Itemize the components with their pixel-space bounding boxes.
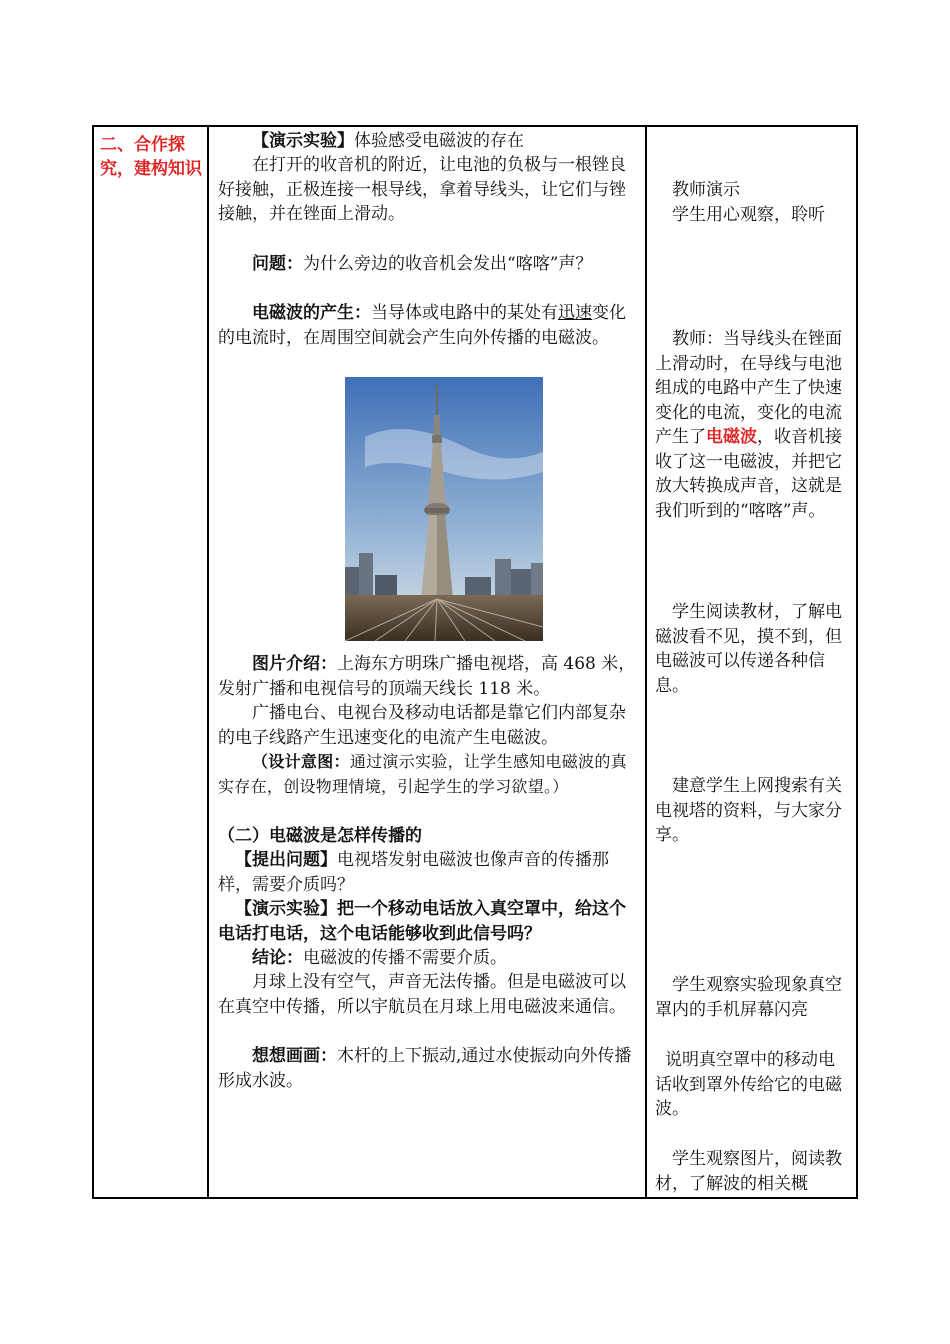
tv-tower-photo [345,377,543,641]
design-intent: （设计意图：通过演示实验，让学生感知电磁波的真实存在，创设物理情境，引起学生的学习欲望。） [218,752,627,796]
imagine-draw: 想想画画：木杆的上下振动,通过水使振动向外传播形成水波。 [218,1046,632,1091]
teacher-demo: 教师演示 [672,180,740,200]
moon-text: 月球上没有空气，声音无法传播。但是电磁波可以在真空中传播，所以宇航员在月球上用电磁波来通信。 [218,972,626,1017]
section-column [94,127,209,1197]
raise-question: 【提出问题】电视塔发射电磁波也像声音的传播那样，需要介质吗？ [218,850,609,895]
demo-label: 【演示实验】 [252,131,354,151]
suggest-search: 建意学生上网搜索有关电视塔的资料，与大家分享。 [655,776,842,845]
picture-intro: 图片介绍：上海东方明珠广播电视塔，高 468 米，发射广播和电视信号的顶端天线长 118 米。 [218,654,636,699]
student-read: 学生阅读教材，了解电磁波看不见，摸不到，但电磁波可以传递各种信息。 [655,602,842,696]
explain-phone: 说明真空罩中的移动电话收到罩外传给它的电磁波。 [655,1050,842,1119]
subsection-title: （二）电磁波是怎样传播的 [218,826,422,846]
conclusion: 结论：电磁波的传播不需要介质。 [252,948,507,968]
demo-experiment-2: 【演示实验】把一个移动电话放入真空罩中，给这个电话打电话，这个电话能够收到此信号吗？ [218,899,626,944]
demo-description: 在打开的收音机的附近，让电池的负极与一根锉良好接触，正极连接一根导线，拿着导线头，让它们与锉接触，并在锉面上滑动。 [218,155,626,224]
student-observe-experiment: 学生观察实验现象真空罩内的手机屏幕闪亮 [655,975,842,1020]
demo-title: 体验感受电磁波的存在 [354,131,524,151]
broadcast-text: 广播电台、电视台及移动电话都是靠它们内部复杂的电子线路产生迅速变化的电流产生电磁波。 [218,703,626,748]
em-wave-generation: 电磁波的产生：当导体或电路中的某处有迅速变化的电流时，在周围空间就会产生向外传播的电磁波。 [218,303,626,348]
section-title: 二、合作探究，建构知识 [100,135,202,179]
lesson-table [92,125,858,1199]
activity-column [647,127,856,1197]
student-observe: 学生用心观察，聆听 [672,205,825,225]
student-observe-picture: 学生观察图片，阅读教材，了解波的相关概 [655,1149,842,1194]
content-column [209,127,647,1197]
question: 问题：为什么旁边的收音机会发出“喀喀”声？ [252,254,593,274]
teacher-explain: 教师：当导线头在锉面上滑动时，在导线与电池组成的电路中产生了快速变化的电流，变化的电流产生了电磁波，收音机接收了这一电磁波，并把它放大转换成声音，这就是我们听到的“喀喀”声。 [655,329,842,521]
demo-heading [218,129,642,154]
